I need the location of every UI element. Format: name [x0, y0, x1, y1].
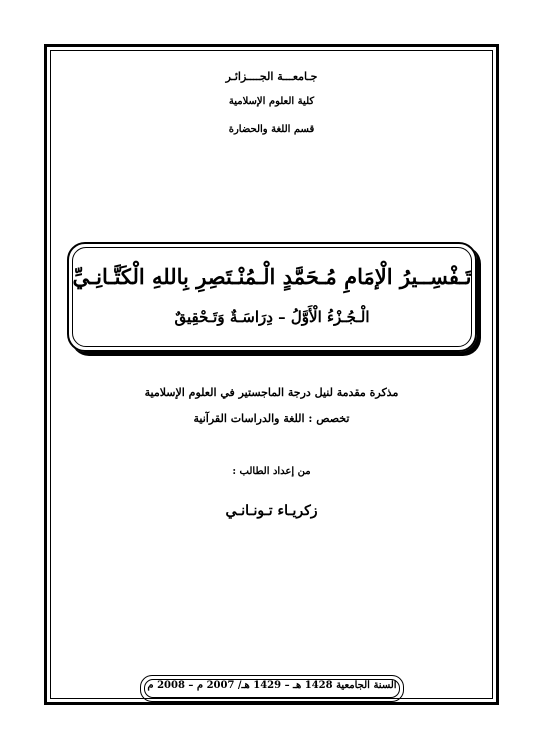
thesis-title: تَـفْسِــيرُ الْإمَامِ مُـحَمَّدٍ الْـمُنْـتَصِرِ بِاللهِ الْكَتَّـانِـيِّ	[72, 264, 472, 289]
page-border	[44, 44, 499, 705]
faculty-name: كلية العلوم الإسلامية	[228, 96, 315, 107]
title-box-inner	[72, 247, 472, 347]
date-box	[140, 675, 404, 702]
page-border-inner	[50, 50, 493, 699]
department-name: قسم اللغة والحضارة	[228, 124, 315, 135]
thesis-note: مذكرة مقدمة لنيل درجة الماجستير في العلوم الإسلامية	[144, 386, 399, 399]
prepared-by-label: من إعداد الطالب :	[232, 466, 311, 477]
thesis-subtitle: الْـجُـزْءُ الْأَوَّلُ – دِرَاسَـةٌ وَتَـحْقِيقٌ	[174, 308, 370, 326]
student-name: زكريـاء تـونـانـي	[225, 503, 318, 519]
specialization: تخصص : اللغة والدراسات القرآنية	[193, 412, 350, 425]
university-name: جـامعـــة الجــــزائـر	[225, 70, 318, 83]
title-box	[67, 242, 477, 352]
academic-year: السنة الجامعية 1428 هـ – 1429 هـ/ 2007 م – 2008 م	[147, 680, 397, 691]
